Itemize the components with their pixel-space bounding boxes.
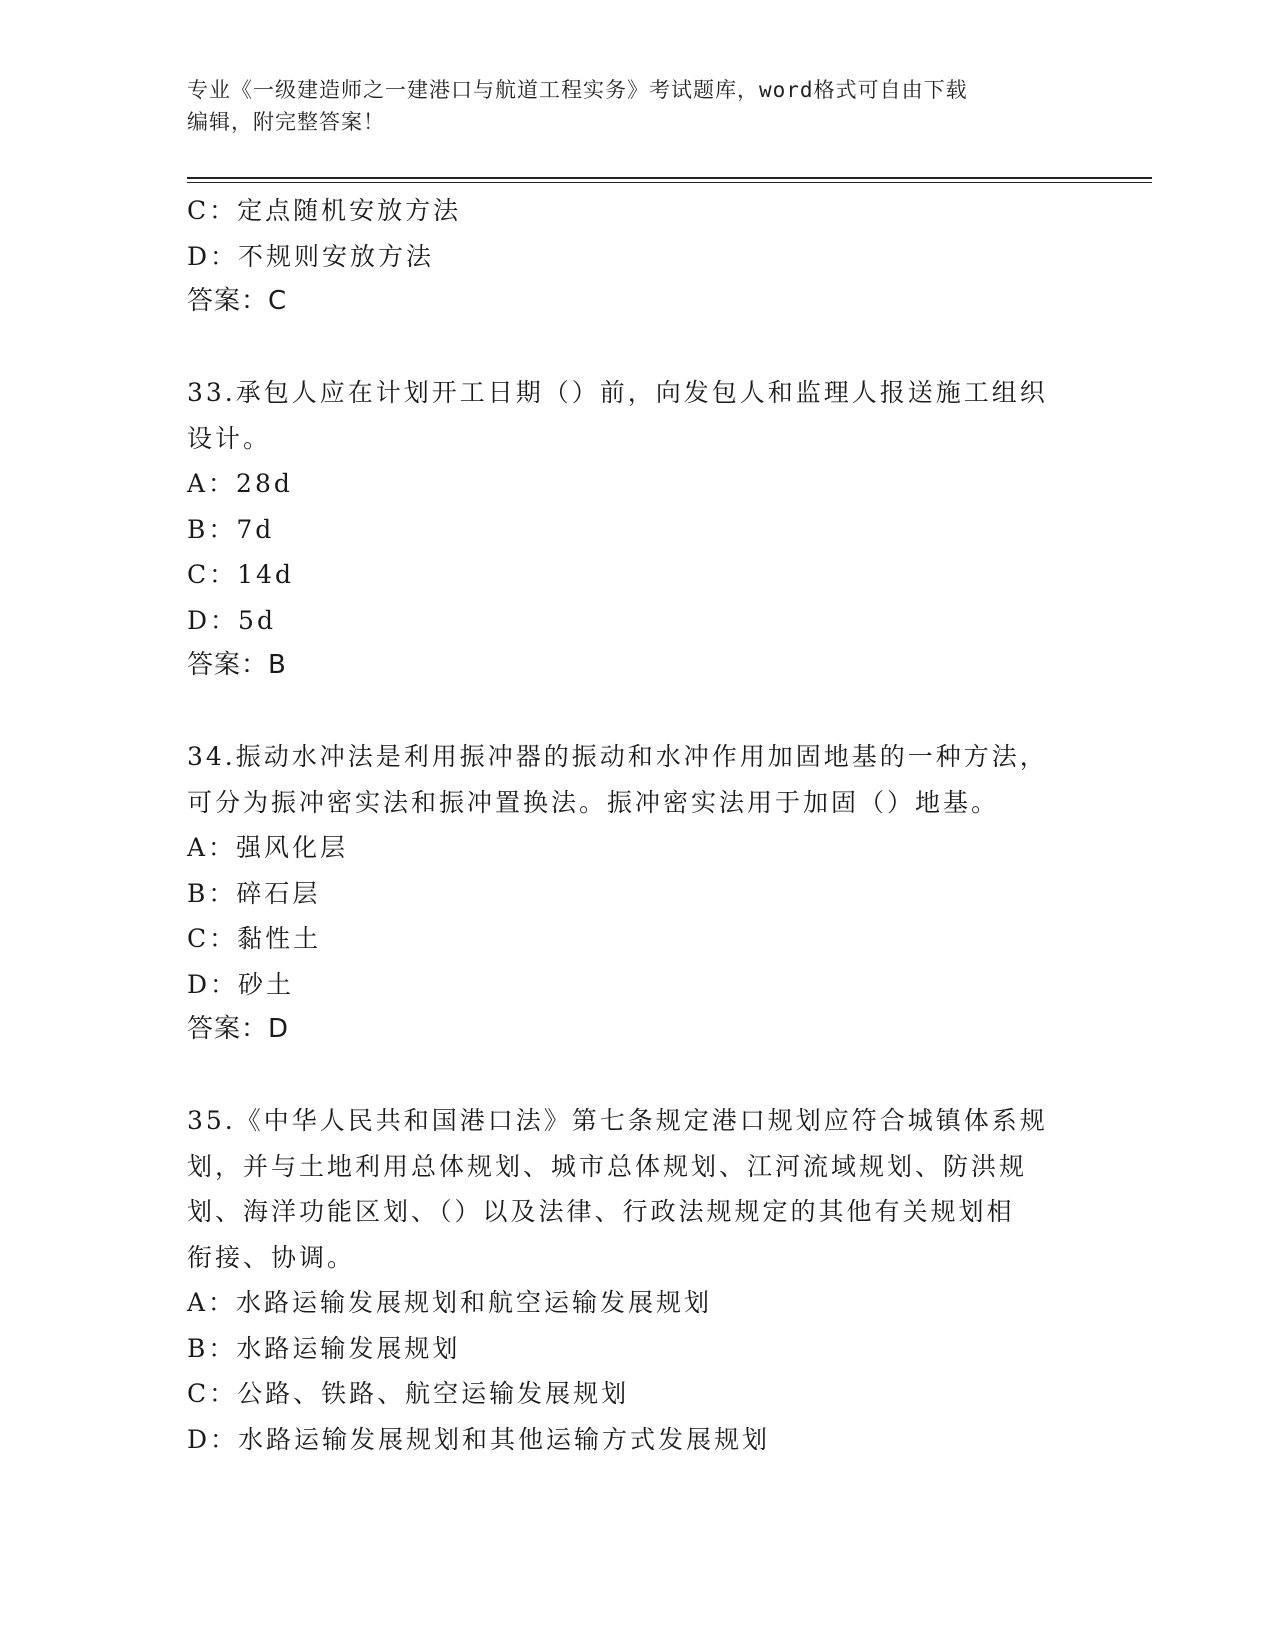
question-text: 设计。 xyxy=(187,423,272,453)
question-32-tail xyxy=(187,188,1087,325)
option-c: C：14d xyxy=(187,560,294,589)
option-d: D：砂土 xyxy=(187,969,295,999)
question-text: 划、海洋功能区划、（）以及法律、行政法规规定的其他有关规划相 xyxy=(187,1197,1015,1226)
question-content xyxy=(187,188,1087,1462)
option-d: D：不规则安放方法 xyxy=(187,241,435,271)
question-35 xyxy=(187,1098,1087,1462)
option-a: A：强风化层 xyxy=(187,833,349,862)
option-b: B：碎石层 xyxy=(187,878,321,908)
option-a: A：28d xyxy=(187,469,293,498)
header-divider-thick xyxy=(187,177,1152,179)
option-c: C：黏性土 xyxy=(187,924,322,953)
question-text: 划，并与土地利用总体规划、城市总体规划、江河流域规划、防洪规 xyxy=(187,1151,1028,1181)
option-a: A：水路运输发展规划和航空运输发展规划 xyxy=(187,1288,713,1317)
question-text: 33.承包人应在计划开工日期（）前，向发包人和监理人报送施工组织 xyxy=(187,378,1048,407)
option-c: C：公路、铁路、航空运输发展规划 xyxy=(187,1379,630,1408)
spacer xyxy=(187,1053,1087,1099)
question-text: 34.振动水冲法是利用振冲器的振动和水冲作用加固地基的一种方法， xyxy=(187,742,1048,771)
header-divider-thin xyxy=(187,182,1152,183)
question-text: 衔接、协调。 xyxy=(187,1242,356,1272)
answer-line: 答案：D xyxy=(187,1014,290,1044)
option-b: B：水路运输发展规划 xyxy=(187,1333,461,1363)
answer-line: 答案：C xyxy=(187,286,288,316)
spacer xyxy=(187,325,1087,371)
option-d: D：水路运输发展规划和其他运输方式发展规划 xyxy=(187,1424,771,1454)
page-header xyxy=(187,74,1067,138)
header-line-2: 编辑，附完整答案！ xyxy=(187,110,385,134)
header-line-1: 专业《一级建造师之一建港口与航道工程实务》考试题库，word格式可自由下载 xyxy=(187,78,968,102)
question-text: 可分为振冲密实法和振冲置换法。振冲密实法用于加固（）地基。 xyxy=(187,787,1000,817)
spacer xyxy=(187,689,1087,735)
option-d: D：5d xyxy=(187,605,276,635)
question-text: 35.《中华人民共和国港口法》第七条规定港口规划应符合城镇体系规 xyxy=(187,1106,1048,1135)
option-c: C：定点随机安放方法 xyxy=(187,196,462,225)
option-b: B：7d xyxy=(187,514,275,544)
answer-line: 答案：B xyxy=(187,650,287,680)
question-33 xyxy=(187,370,1087,689)
question-34 xyxy=(187,734,1087,1053)
